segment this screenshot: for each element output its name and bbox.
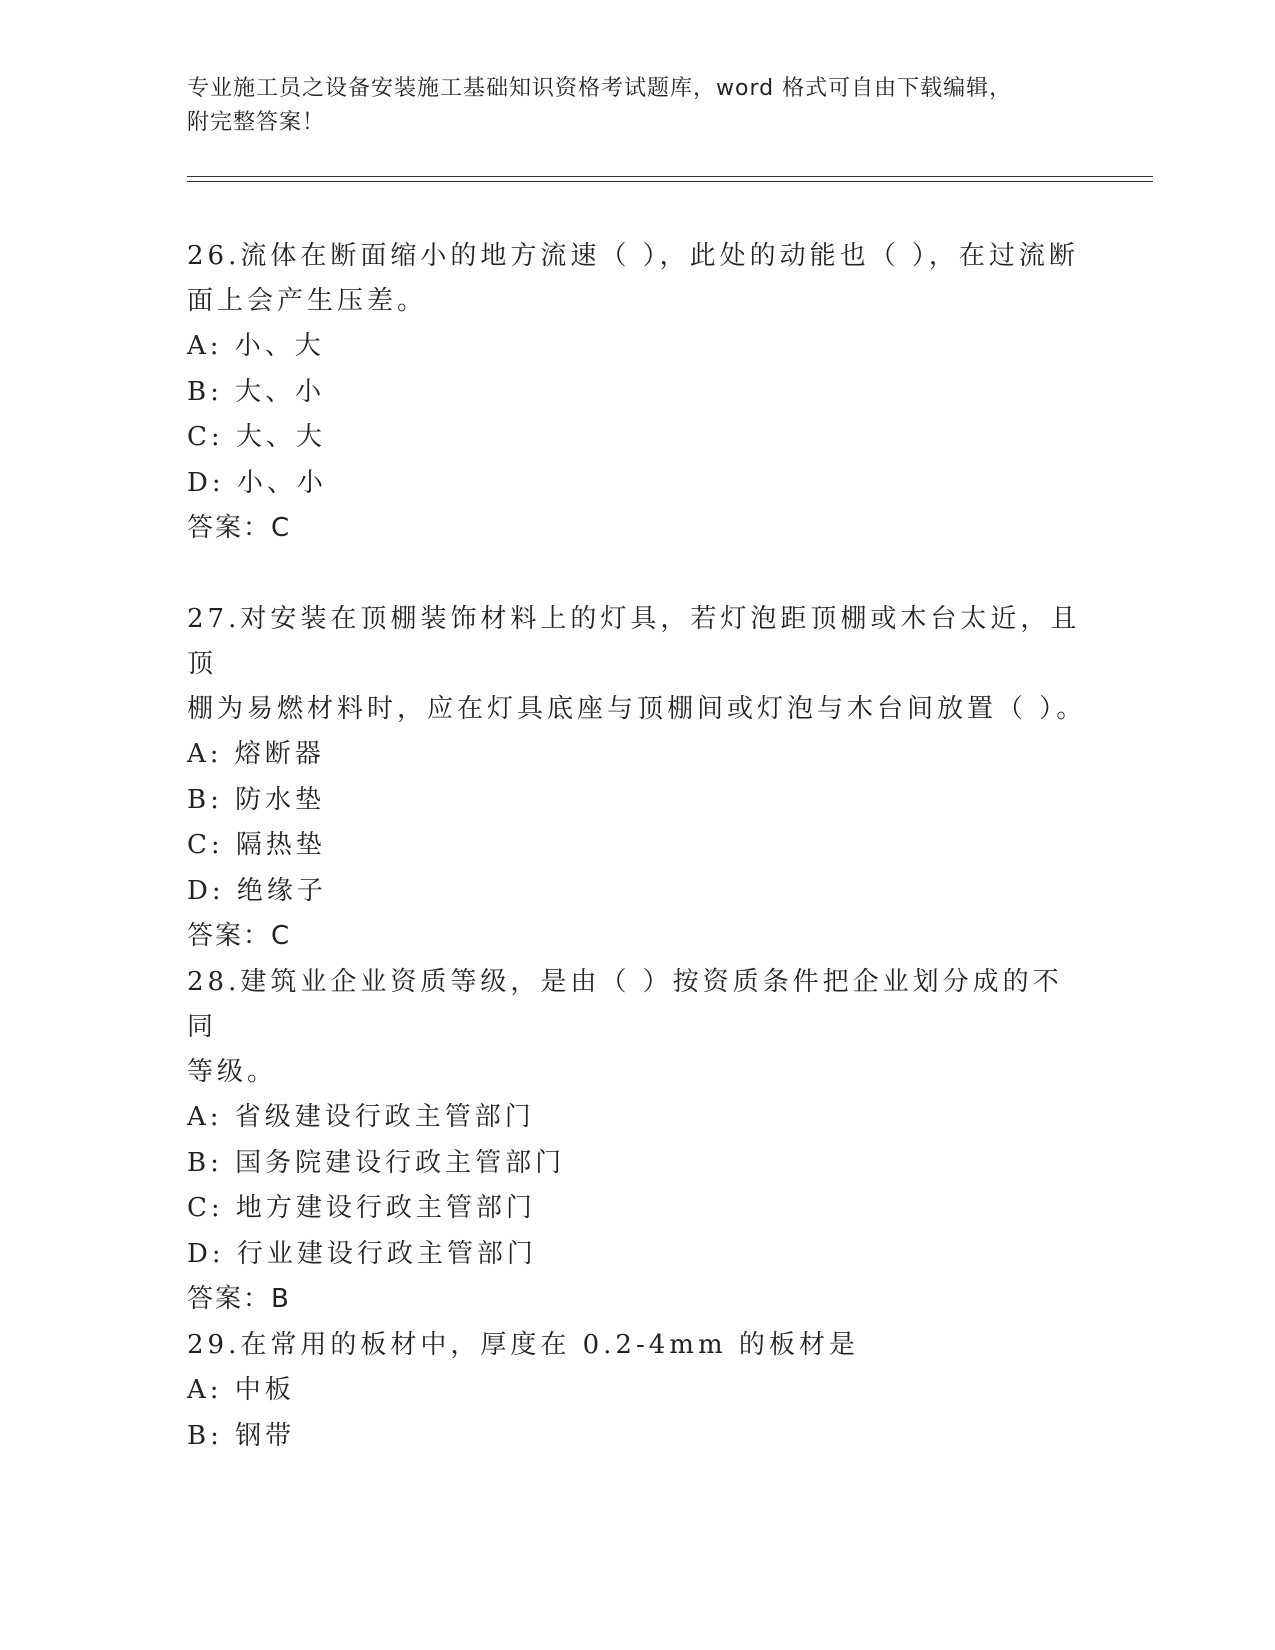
- option-a: A: 熔断器: [187, 739, 325, 769]
- question-stem-line: 棚为易燃材料时，应在灯具底座与顶棚间或灯泡与木台间放置（ ）。: [187, 694, 1087, 724]
- option-b: B: 防水垫: [187, 784, 326, 815]
- answer-line: 答案：B: [187, 1284, 291, 1314]
- question-stem-line: 26.流体在断面缩小的地方流速（ ），此处的动能也（ ），在过流断: [187, 241, 1079, 271]
- answer-line: 答案：C: [187, 921, 292, 951]
- option-c: C: 地方建设行政主管部门: [187, 1193, 536, 1223]
- option-c: C: 大、大: [187, 422, 326, 452]
- answer-line: 答案：C: [187, 513, 292, 543]
- option-d: D: 行业建设行政主管部门: [187, 1238, 537, 1269]
- header-line-2: 附完整答案！: [187, 110, 326, 135]
- option-b: B: 国务院建设行政主管部门: [187, 1147, 566, 1178]
- question-27: [187, 597, 1087, 960]
- option-d: D: 绝缘子: [187, 875, 327, 906]
- header-divider-bottom: [187, 181, 1153, 182]
- option-a: A: 中板: [187, 1375, 295, 1405]
- question-stem-line: 27.对安装在顶棚装饰材料上的灯具，若灯泡距顶棚或木台太近，且顶: [187, 604, 1081, 679]
- option-a: A: 小、大: [187, 331, 325, 361]
- option-b: B: 大、小: [187, 376, 326, 407]
- option-b: B: 钢带: [187, 1420, 296, 1451]
- question-stem-line: 等级。: [187, 1057, 278, 1087]
- option-c: C: 隔热垫: [187, 830, 326, 860]
- question-26: [187, 234, 1087, 552]
- question-28: [187, 960, 1087, 1323]
- document-header: [187, 72, 1067, 140]
- question-stem-line: 面上会产生压差。: [187, 286, 428, 316]
- question-stem-line: 28.建筑业企业资质等级，是由（ ）按资质条件把企业划分成的不同: [187, 967, 1063, 1042]
- option-a: A: 省级建设行政主管部门: [187, 1102, 535, 1132]
- question-stem-line: 29.在常用的板材中，厚度在 0.2-4mm 的板材是: [187, 1330, 859, 1360]
- option-d: D: 小、小: [187, 467, 327, 498]
- header-divider-top: [187, 176, 1153, 177]
- question-29: [187, 1323, 1087, 1459]
- header-line-1: 专业施工员之设备安装施工基础知识资格考试题库，word 格式可自由下载编辑，: [187, 76, 1013, 101]
